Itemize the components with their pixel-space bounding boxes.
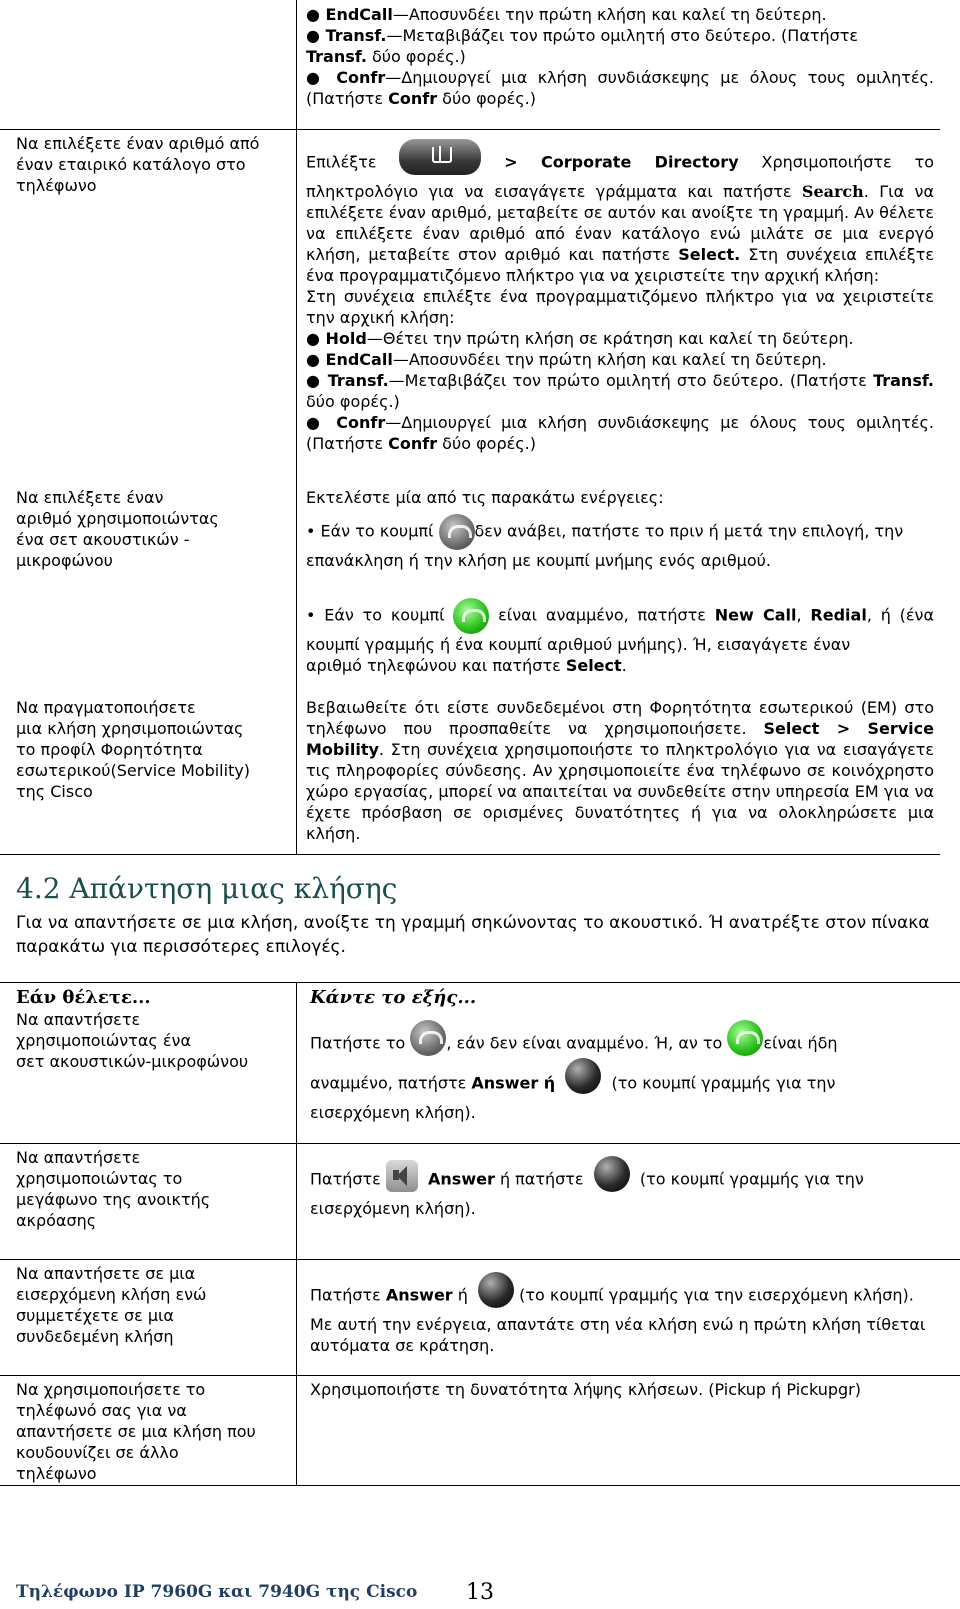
page-number: 13 [466,1580,494,1605]
answer-row4-right: Χρησιμοποιήστε τη δυνατότητα λήψης κλήσεων. (Pickup ή Pickupgr) [310,1380,861,1399]
answer-row1-right-line1: Πατήστε το , εάν δεν είναι αναμμένο. Ή, αν το είναι ήδη [310,1026,950,1062]
answer-row3-left: Να απαντήσετε σε μια εισερχόμενη κλήση ενώ συμμετέχετε σε μια συνδεδεμένη κλήση [16,1264,207,1346]
row3-left-label: Να πραγματοποιήσετε μια κλήση χρησιμοποιώντας το προφίλ Φορητότητα εσωτερικού(Service Mobility) της Cisco [16,698,251,801]
footer-title: Τηλέφωνο IP 7960G και 7940G της Cisco [16,1582,418,1602]
answer-table-header-right: Κάντε το εξής... [310,987,477,1008]
row2-left-label: Να επιλέξετε έναν αριθμό χρησιμοποιώντας ένα σετ ακουστικών - μικροφώνου [16,488,219,570]
answer-table-header-left: Εάν θέλετε... [16,987,151,1008]
answer-row4-left: Να χρησιμοποιήσετε το τηλέφωνό σας για να απαντήσετε σε μια κλήση που κουδουνίζει σε άλλο τηλέφωνο [16,1380,256,1483]
row1-left-label: Να επιλέξετε έναν αριθμό από έναν εταιρικό κατάλογο στο τηλέφωνο [16,134,260,195]
headset-button-lit-icon[interactable] [453,598,489,634]
answer-row1-right-line2: αναμμένο, πατήστε Answer ή (το κουμπί γραμμής για την εισερχόμενη κλήση). [310,1066,950,1123]
answer-row2-left: Να απαντήσετε χρησιμοποιώντας το μεγάφωνο της ανοικτής ακρόασης [16,1148,211,1230]
row2-right-option1: • Εάν το κουμπί δεν ανάβει, πατήστε το πριν ή μετά την επιλογή, την επανάκληση ή την κλήση με κουμπί μνήμης ενός αριθμού. [306,514,934,571]
headset-button-icon[interactable] [439,514,475,550]
row2-right-option2: • Εάν το κουμπί είναι αναμμένο, πατήστε New Call, Redial, ή (ένα κουμπί γραμμής ή ένα κουμπί αριθμού μνήμης). Ή, εισαγάγετε έναν αριθμό τηλεφώνου και πατήστε Select. [306,598,934,676]
line-button-icon[interactable] [478,1272,514,1308]
answer-row2-right: Πατήστε Answer ή πατήστε (το κουμπί γραμμής για την εισερχόμενη κλήση). [310,1162,950,1219]
line-button-icon[interactable] [594,1156,630,1192]
speaker-button-icon[interactable] [386,1160,418,1192]
directory-book-button-icon[interactable] [399,139,481,175]
section-intro: Για να απαντήσετε σε μια κλήση, ανοίξτε τη γραμμή σηκώνοντας το ακουστικό. Ή ανατρέξτε στον πίνακα παρακάτω για περισσότερες επιλογές. [16,913,930,957]
headset-button-icon[interactable] [410,1020,446,1056]
top-row0-right: ● EndCall—Αποσυνδέει την πρώτη κλήση και καλεί τη δεύτερη. ● Transf.—Μεταβιβάζει τον πρώτο ομιλητή στο δεύτερο. (Πατήστε Transf. δύο φορές.) ● Confr—Δημιουργεί μια κλήση συνδιάσκεψης με όλους τους ομιλητές. (Πατήστε Confr δύο φορές.) [306,5,935,108]
row1-right-text: Επιλέξτε > Corporate Directory Χρησιμοποιήστε το πληκτρολόγιο για να εισαγάγετε γράμματα και πατήστε Search. Για να επιλέξετε έναν αριθμό, μεταβείτε σε αυτόν και ανοίξτε τη γραμμή. Αν θέλετε να επιλέξετε έναν αριθμό από έναν κατάλογο ενώ μιλάτε σε μια ενεργό κλήση, μεταβείτε στον αριθμό και πατήστε Select. Στη συνέχεια επιλέξτε ένα προγραμματιζόμενο πλήκτρο για να χειριστείτε την αρχική κλήση: Στη συνέχεια επιλέξτε ένα προγραμματιζόμενο πλήκτρο για να χειριστείτε την αρχική κλήση: ● Hold—Θέτει την πρώτη κλήση σε κράτηση και καλεί τη δεύτερη. ● EndCall—Αποσυνδέει την πρώτη κλήση και καλεί τη δεύτερη. ● Transf.—Μεταβιβάζει τον πρώτο ομιλητή στο δεύτερο. (Πατήστε Transf. δύο φορές.) ● Confr—Δημιουργεί μια κλήση συνδιάσκεψης με όλους τους ομιλητές. (Πατήστε Confr δύο φορές.) [306,145,934,454]
answer-row3-right: Πατήστε Answer ή (το κουμπί γραμμής για την εισερχόμενη κλήση). Με αυτή την ενέργεια, απαντάτε στη νέα κλήση ενώ η πρώτη κλήση τίθεται αυτόματα σε κράτηση. [310,1278,938,1356]
line-button-icon[interactable] [565,1058,601,1094]
row3-right-text: Βεβαιωθείτε ότι είστε συνδεδεμένοι στη Φορητότητα εσωτερικού (EM) στο τηλέφωνο που προσπαθείτε να χρησιμοποιήσετε. Select > Service Mobility. Στη συνέχεια χρησιμοποιήστε το πληκτρολόγιο για να εισαγάγετε τις πληροφορίες σύνδεσης. Αν χρησιμοποιείτε ένα τηλέφωνο σε κοινόχρηστο χώρο εργασίας, μπορεί να απαιτείται να συνδεθείτε στην υπηρεσία EM για να έχετε πρόσβαση σε ορισμένες δυνατότητες ή για να ολοκληρώσετε μια κλήση. [306,698,935,843]
section-heading: 4.2 Απάντηση μιας κλήσης [16,872,398,905]
row2-right-intro: Εκτελέστε μία από τις παρακάτω ενέργειες: [306,488,664,507]
answer-row1-left: Να απαντήσετε χρησιμοποιώντας ένα σετ ακουστικών-μικροφώνου [16,1010,249,1071]
headset-button-lit-icon[interactable] [727,1020,763,1056]
